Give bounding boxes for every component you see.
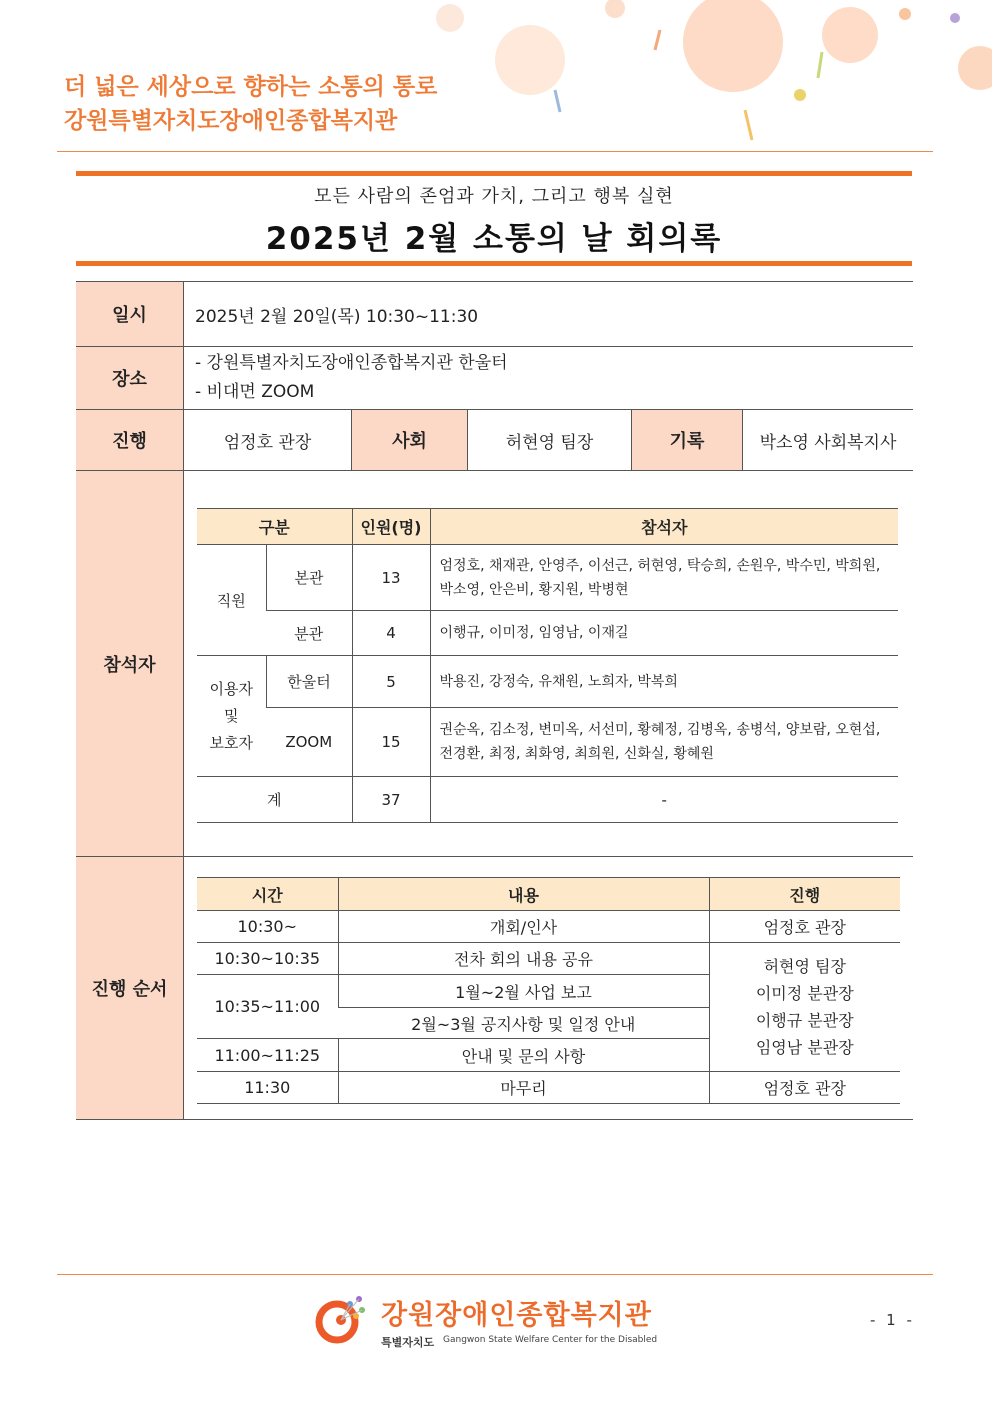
total-label: 계 — [197, 777, 352, 823]
program-cell — [184, 857, 913, 1119]
group-users — [197, 656, 266, 777]
group-staff: 직원 — [197, 545, 266, 656]
table-row — [197, 708, 898, 777]
table-row — [197, 611, 898, 656]
table-row — [197, 911, 900, 943]
date-label: 일시 — [76, 282, 184, 346]
date-row — [76, 282, 913, 347]
attendees-row — [76, 471, 913, 857]
content: 전차 회의 내용 공유 — [338, 943, 709, 975]
content: 2월~3월 공지사항 및 일정 안내 — [338, 1008, 709, 1039]
attendees-header-row — [197, 509, 898, 545]
title-bar-bottom — [76, 261, 912, 266]
content: 1월~2월 사업 보고 — [338, 975, 709, 1008]
place-line: - 비대면 ZOOM — [195, 382, 315, 402]
col-header-presenter: 진행 — [709, 878, 900, 911]
sub-category: 본관 — [266, 545, 352, 611]
content: 안내 및 문의 사항 — [338, 1039, 709, 1072]
logo-region: 특별자치도 — [381, 1336, 435, 1349]
total-row — [197, 777, 898, 823]
title-bar-top — [76, 171, 912, 176]
header-slogan: 더 넓은 세상으로 향하는 소통의 통로 — [64, 74, 438, 100]
presenter: 허현영 팀장 — [763, 957, 846, 976]
footer-divider — [57, 1274, 933, 1275]
names: 엄정호, 채재관, 안영주, 이선근, 허현영, 탁승희, 손원우, 박수민, 박희원, 박소영, 안은비, 황지원, 박병현 — [430, 545, 898, 611]
page-number: - 1 - — [870, 1311, 915, 1329]
attendees-label: 참석자 — [76, 471, 184, 856]
col-header-count: 인원(명) — [352, 509, 430, 545]
program-header-row — [197, 878, 900, 911]
doc-subtitle: 모든 사람의 존엄과 가치, 그리고 행복 실현 — [314, 186, 674, 207]
meeting-info-table — [76, 281, 913, 1120]
time: 10:30~10:35 — [197, 943, 338, 975]
presenter: 이미정 분관장 — [755, 984, 854, 1003]
count: 13 — [352, 545, 430, 611]
sub-category: ZOOM — [266, 708, 352, 777]
group-users-line: 및 — [224, 706, 239, 725]
date-value: 2025년 2월 20일(목) 10:30~11:30 — [195, 306, 479, 327]
presenter: 이행규 분관장 — [755, 1011, 854, 1030]
table-row — [197, 545, 898, 611]
program-label: 진행 순서 — [76, 857, 184, 1119]
presenter: 엄정호 관장 — [709, 911, 900, 943]
presenter: 임영남 분관장 — [755, 1038, 854, 1057]
place-value — [184, 347, 913, 409]
place-line: - 강원특별자치도장애인종합복지관 한울터 — [195, 353, 508, 373]
col-header-category: 구분 — [197, 509, 352, 545]
time: 10:35~11:00 — [197, 975, 338, 1039]
col-header-time: 시간 — [197, 878, 338, 911]
header-org: 강원특별자치도장애인종합복지관 — [64, 108, 398, 134]
time: 10:30~ — [197, 911, 338, 943]
host-row — [76, 410, 913, 471]
presenter: 엄정호 관장 — [709, 1072, 900, 1104]
header-title — [64, 70, 437, 138]
mc-label: 사회 — [352, 410, 468, 470]
program-row — [76, 857, 913, 1119]
presenter-group — [709, 943, 900, 1072]
content: 마무리 — [338, 1072, 709, 1104]
record-label: 기록 — [632, 410, 743, 470]
sub-category: 한울터 — [266, 656, 352, 708]
group-users-line: 보호자 — [209, 733, 253, 752]
col-header-content: 내용 — [338, 878, 709, 911]
time: 11:00~11:25 — [197, 1039, 338, 1072]
mc-value: 허현영 팀장 — [468, 410, 632, 470]
table-row — [197, 1072, 900, 1104]
host-value: 엄정호 관장 — [184, 410, 352, 470]
count: 5 — [352, 656, 430, 708]
col-header-names: 참석자 — [430, 509, 898, 545]
content: 개회/인사 — [338, 911, 709, 943]
logo-text: 강원장애인종합복지관 — [381, 1300, 652, 1331]
time: 11:30 — [197, 1072, 338, 1104]
table-row — [197, 943, 900, 975]
group-users-line: 이용자 — [209, 679, 253, 698]
table-row — [197, 656, 898, 708]
program-table — [197, 877, 900, 1104]
count: 15 — [352, 708, 430, 777]
attendees-cell — [184, 471, 913, 856]
count: 4 — [352, 611, 430, 656]
logo-english: Gangwon State Welfare Center for the Disabled — [443, 1335, 658, 1345]
sub-category: 분관 — [266, 611, 352, 656]
record-value: 박소영 사회복지사 — [759, 432, 897, 453]
doc-title: 2025년 2월 소통의 날 회의록 — [265, 221, 723, 257]
place-row — [76, 347, 913, 410]
total-count: 37 — [352, 777, 430, 823]
names: 권순옥, 김소정, 변미옥, 서선미, 황혜정, 김병옥, 송병석, 양보람, 오현섭, 전경환, 최정, 최화영, 최희원, 신화실, 황혜원 — [430, 708, 898, 777]
total-names: - — [430, 777, 898, 823]
names: 이행규, 이미정, 임영남, 이재길 — [430, 611, 898, 656]
header-divider — [57, 151, 933, 152]
place-label: 장소 — [76, 347, 184, 409]
names: 박용진, 강정숙, 유채원, 노희자, 박복희 — [430, 656, 898, 708]
attendees-table — [197, 508, 898, 823]
host-label: 진행 — [76, 410, 184, 470]
